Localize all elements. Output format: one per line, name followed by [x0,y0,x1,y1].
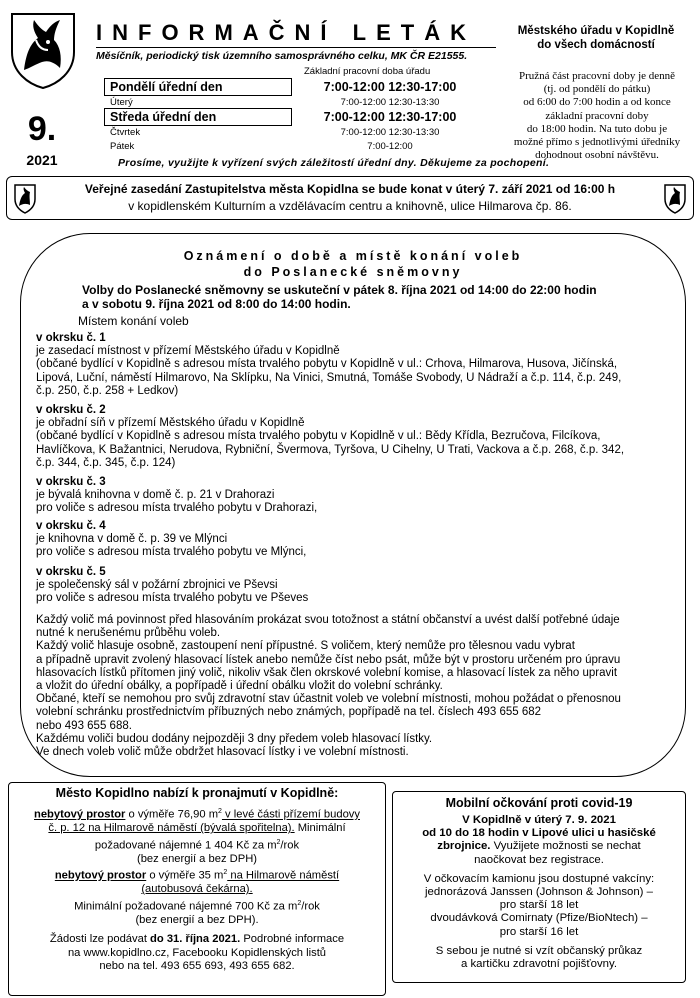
rental-line [16,836,378,853]
vacc-line: a kartičku zdravotní pojišťovny. [460,958,617,971]
rental-text: (autobusová čekárna). [141,883,253,896]
rental-text: Minimální [294,822,346,835]
district-detail: č.p. 250, č.p. 258 + Ledkov) [36,384,179,397]
hours-day: Středa úřední den [110,110,217,124]
district-place: je bývalá knihovna v domě č. p. 21 v Drahorazi [36,489,275,502]
hours-time: 7:00-12:00 12:30-13:30 [340,97,440,108]
rental-line [16,805,378,822]
title-rule [96,47,496,48]
district-title: v okrsku č. 4 [36,520,106,532]
district-detail: (občané bydlící v Kopidlně s adresou místa trvalého pobytu v Kopidlně v ul.: Crhova, Hilmarova, Husova, Jičínská, [36,358,618,371]
rental-text: v levé části přízemí budovy [221,808,360,821]
rental-line: (bez energií a bez DPH). [135,913,259,926]
election-heading: do Poslanecké sněmovny [243,265,463,279]
vacc-line: pro starší 16 let [499,925,579,938]
vacc-line: V Kopidlně v úterý 7. 9. 2021 [462,814,616,826]
vacc-line: dvoudávková Comirnaty (Pfize/BioNtech) – [430,912,648,925]
rental-line [16,822,378,835]
note-line: (tj. od pondělí do pátku) [543,83,651,96]
district-detail: (občané bydlící v Kopidlně s adresou místa trvalého pobytu v Kopidlně v ul.: Bědy Křídla, Bezručova, Filcíkova, [36,430,601,443]
district-detail: Havlíčkova, K Bažantnici, Nerudova, Rybniční, Švermova, Tyršova, U Cihelny, U Trati, Vackova a č.p. 268, č.p. 342, [36,443,625,456]
election-heading: Oznámení o době a místě konání voleb [183,249,523,263]
vacc-line: jednorázová Janssen (Johnson & Johnson) – [425,886,653,899]
office-heading-line: Městského úřadu v Kopidlně [517,25,675,37]
district-entry [36,404,676,470]
voter-info-line: Ve dnech voleb volič může obdržet hlasovací lístky i ve volební místnosti. [36,746,409,759]
meeting-location: v kopidlenském Kulturním a vzdělávacím centru a knihovně, ulice Hilmarova čp. 86. [128,199,572,213]
rental-line [16,933,378,946]
rental-line [16,897,378,914]
note-line: možné přímo s jednotlivými úředníky [513,136,681,149]
district-detail: pro voliče s adresou místa trvalého pobytu ve Pševes [36,592,309,605]
vacc-line: S sebou je nutné si vzít občanský průkaz [435,944,643,957]
rental-line: (bez energií a bez DPH) [136,852,257,865]
election-dates-line: Volby do Poslanecké sněmovny se uskuteční v pátek 8. října 2021 od 14:00 do 22:00 hodin [82,283,597,297]
note-line: základní pracovní doby [545,109,649,122]
newsletter-title: INFORMAČNÍ LETÁK [96,20,476,45]
hours-time: 7:00-12:00 12:30-17:00 [323,110,457,124]
request-line: Prosíme, využijte k vyřízení svých záležitostí úřední dny. Děkujeme za pochopení. [118,157,550,169]
hours-time: 7:00-12:00 [367,141,413,152]
rental-line: nebo na tel. 493 655 693, 493 655 682. [99,960,295,972]
rental-line: na www.kopidlno.cz, Facebooku Kopidlenských listů [67,946,327,959]
superscript: 2 [297,899,302,907]
district-place: je obřadní síň v přízemí Městského úřadu v Kopidlně [36,417,305,430]
rental-space-label: nebytový prostor [54,869,147,882]
flexible-hours-note [502,70,692,162]
vacc-line: od 10 do 18 hodin v Lipové ulici u hasičské [422,827,656,840]
rental-text: Žádosti lze podávat [49,933,151,946]
rental-deadline: do 31. října 2021. [150,933,241,946]
vacc-line: V očkovacím kamionu jsou dostupné vakcíny: [423,872,655,885]
voter-information [36,614,676,759]
note-line: Pružná část pracovní doby je denně [518,70,676,82]
vacc-line: naočkovat bez registrace. [474,853,604,866]
rental-text: o výměře 76,90 m [125,808,219,821]
election-dates [82,283,622,311]
rental-text: o výměře 35 m [146,869,224,882]
hours-day: Pátek [110,141,135,152]
note-line: do 18:00 hodin. Na tuto dobu je [526,122,668,135]
coat-of-arms-icon [664,184,686,214]
district-entry [36,332,676,398]
vaccination-title: Mobilní očkování proti covid-19 [445,796,633,810]
newsletter-subtitle: Měsíčník, periodický tisk územního samosprávného celku, MK ČR E21555. [96,50,468,62]
superscript: 2 [276,838,281,846]
issue-number: 9. [27,110,57,148]
district-place: je zasedací místnost v přízemí Městského úřadu v Kopidlně [36,345,340,358]
voter-info-line: Každý volič hlasuje osobně, zastoupení není přípustné. S voličem, který nemůže pro tělesnou vadu vybrat [36,640,575,653]
voter-info-line: a případně upravit zvolený hlasovací lístek anebo nemůže číst nebo psát, může být v prostoru určeném pro úpravu [36,653,621,666]
rental-text: /rok [280,839,300,852]
rental-space-label: nebytový prostor [34,808,126,821]
rental-text: požadované nájemné 1 404 Kč za m [94,839,277,852]
voter-info-line: Každý volič má povinnost před hlasováním prokázat svou totožnost a státní občanství a uvést další potřebné údaje [36,614,620,626]
superscript: 2 [218,808,222,815]
meeting-announcement: Veřejné zasedání Zastupitelstva města Kopidlna se bude konat v úterý 7. září 2021 od 16:00 h [84,182,616,196]
voter-info-line: Každému voliči budou dodány nejpozději 3 dny předem voleb hlasovací lístky. [36,732,433,745]
hours-time: 7:00-12:00 12:30-13:30 [340,127,440,138]
issue-year: 2021 [26,152,58,168]
coat-of-arms-icon [14,184,36,214]
district-detail: Lipová, Luční, náměstí Hilmarovo, Na Sklípku, Na Vinici, Smutná, Tomáše Svobody, U Nádraží a č.p. 114, č.p. 249, [36,371,622,384]
note-line: od 6:00 do 7:00 hodin a od konce [523,96,671,109]
hours-day: Pondělí úřední den [110,80,223,94]
vacc-text: Využijete možnosti se nechat [490,840,641,853]
note-line: dohodnout osobní návštěvu. [535,149,659,162]
rental-text: na Hilmarově náměstí [227,869,340,882]
office-heading [498,24,694,52]
town-coat-of-arms [8,10,78,90]
district-detail: pro voliče s adresou místa trvalého pobytu ve Mlýnci, [36,546,307,559]
rental-title: Město Kopidlno nabízí k pronajmutí v Kopidlně: [55,786,339,800]
district-entry [36,566,676,606]
voter-info-line: nebo 493 655 688. [36,719,132,732]
voter-info-line: Občané, kteří se nemohou pro svůj zdravotní stav účastnit voleb ve volební místnosti, mohou požádat o přenosnou [36,693,621,706]
election-place-label: Místem konání voleb [78,314,189,328]
rental-text: Minimální požadované nájemné 700 Kč za m [74,900,298,913]
district-title: v okrsku č. 2 [36,404,106,416]
district-place: je společenský sál v požární zbrojnici ve Pševsi [36,579,278,592]
hours-heading: Základní pracovní doba úřadu [304,66,431,77]
rental-text: /rok [301,900,320,913]
vaccination-body [400,814,678,971]
district-title: v okrsku č. 3 [36,476,106,488]
hours-day: Úterý [110,97,133,108]
superscript: 2 [223,869,228,877]
voter-info-line: nutné k nerušenému průběhu voleb. [36,627,221,640]
rental-line [16,883,378,896]
vacc-line: pro starší 18 let [499,899,579,912]
voter-info-line: hlasovacích lístků přítomen jiný volič, nikoliv však člen okrskové volební komise, a hlasovací lístek za něho upravit [36,666,618,679]
district-entry [36,476,676,516]
district-entry [36,520,676,560]
vacc-line [400,840,678,853]
district-place: je knihovna v domě č. p. 39 ve Mlýnci [36,533,228,546]
district-title: v okrsku č. 1 [36,332,106,344]
rental-text: č. p. 12 na Hilmarově náměstí (bývalá spořitelna). [48,822,295,835]
district-detail: pro voliče s adresou místa trvalého pobytu v Drahorazi, [36,502,318,515]
rental-body [16,805,378,973]
district-detail: č.p. 344, č.p. 345, č.p. 124) [36,456,176,469]
hours-time: 7:00-12:00 12:30-17:00 [323,80,457,94]
voter-info-line: volební schránku prostřednictvím příbuzných nebo známých, popřípadě na tel. číslech 493 655 682 [36,706,542,719]
vacc-text: zbrojnice. [437,840,491,853]
election-dates-line: a v sobotu 9. října 2021 od 8:00 do 14:00 hodin. [82,297,351,311]
voter-info-line: a vložit do úřední obálky, a popřípadě i úřední obálku vložit do volební schránky. [36,680,443,693]
office-heading-line: do všech domácností [537,39,655,51]
district-title: v okrsku č. 5 [36,566,106,578]
rental-text: Podrobné informace [240,933,345,946]
hours-day: Čtvrtek [110,127,141,138]
rental-line [16,866,378,883]
